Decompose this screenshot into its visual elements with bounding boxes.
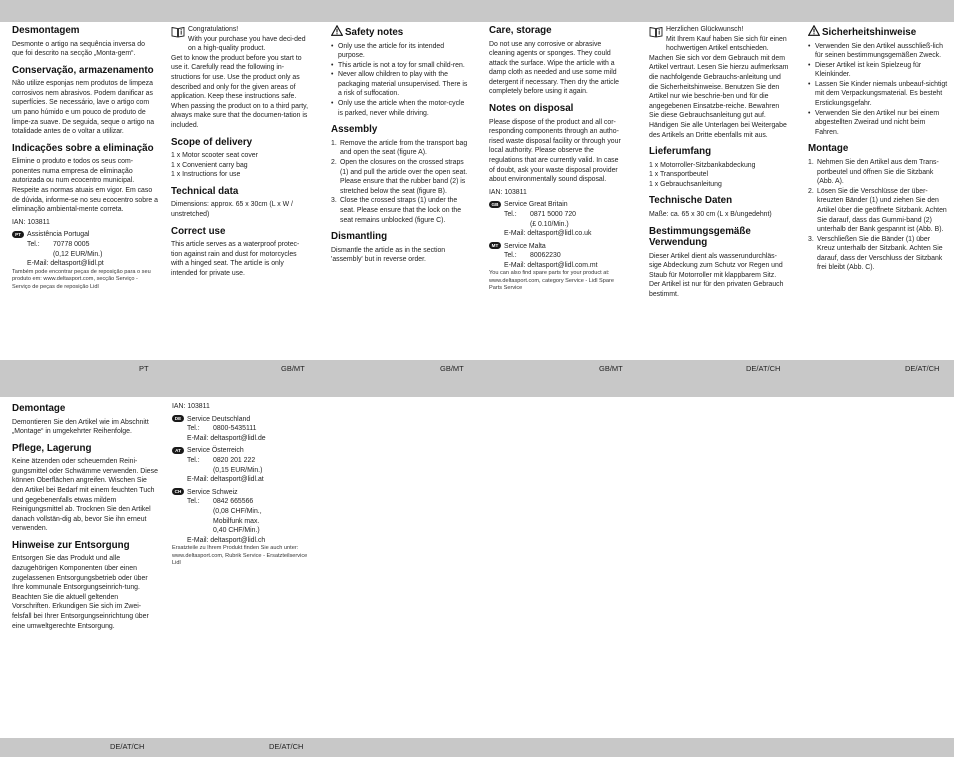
heading-sicherheitshinweise (808, 25, 948, 39)
page-language-label: PT (139, 364, 149, 373)
step-number: 3. (331, 197, 337, 205)
heading-demontage: Demontage (12, 403, 66, 414)
column-gb-care (489, 25, 625, 293)
service-ch (172, 488, 310, 546)
scope-item: 1 x Motor scooter seat cover (171, 152, 258, 160)
page-language-label: DE/AT/CH (746, 364, 781, 373)
list-item (331, 158, 469, 196)
heading-technische-daten: Technische Daten (649, 195, 733, 207)
text-pflege: Keine ätzenden oder scheuernden Reini-gungsmittel oder Schwämme verwenden. Diese können Oberflächen angreifen. Wischen Sie den Artikel bei Bedarf mit einem feuchten Tuch und gegebenenfalls etwas mildem Reinigungsmittel ab. Trocknen Sie den Artikel danach vollstän-dig ab, bevor Sie ihn erneut verwenden. (12, 458, 158, 533)
phone-price: (0,08 CHF/Min., (213, 507, 262, 515)
page-language-label: GB/MT (281, 364, 305, 373)
step-number: 2. (331, 158, 337, 166)
list-item (331, 196, 469, 225)
step-text: Verschließen Sie die Bänder (1) über Kreuz unterhalb der Sitzbank. Achten Sie darauf, dass der Verschluss der Sitzbank frei bleibt (Abb. C). (817, 235, 943, 272)
scope-item: 1 x Transportbeutel (649, 171, 708, 179)
heading-pflege: Pflege, Lagerung (12, 442, 92, 454)
tel-label: Tel.: (504, 252, 517, 260)
phone-price: (£ 0.10/Min.) (530, 220, 569, 228)
country-badge-de: DE (172, 415, 184, 422)
text-technische-daten: Maße: ca. 65 x 30 cm (L x B/ungedehnt) (649, 210, 772, 218)
list-item (808, 235, 948, 273)
warning-icon (331, 25, 343, 36)
service-name: Service Österreich (187, 447, 244, 455)
step-text: Open the closures on the crossed straps (1) and pull the article over the open seat. Please ensure that the rubber band (2) is stretched below the seat (figure B). (340, 158, 468, 195)
step-number: 2. (808, 187, 814, 195)
page-language-label: GB/MT (599, 364, 623, 373)
phone-price: (0,12 EUR/Min.) (53, 250, 103, 258)
column-gb-intro (171, 25, 309, 278)
assembly-list (331, 139, 469, 225)
column-de-demontage (12, 403, 158, 631)
intro-block (171, 25, 309, 54)
heading-eliminacao: Indicações sobre a eliminação (12, 142, 154, 154)
top-band (0, 0, 954, 22)
heading-dismantling: Dismantling (331, 231, 388, 243)
text-verwendung: Dieser Artikel dient als wasserundurchläs-sige Abdeckung zum Schutz vor Regen und Staub für Motorroller mit klappbarem Sitz. Der Artikel ist nur für den privaten Gebrauch bestimmt. (649, 252, 784, 298)
heading-verwendung: Bestimmungsgemäße Verwendung (649, 225, 751, 248)
scope-item: 1 x Motorroller-Sitzbankabdeckung (649, 161, 756, 169)
column-de-safety (808, 25, 948, 273)
text-correct-use: This article serves as a waterproof protec-tion against rain and dust for motorcycles with a hinged seat. The article is only intended for private use. (171, 241, 300, 277)
email: E-Mail: deltasport@lidl.at (187, 476, 264, 484)
list-item (808, 158, 948, 187)
scope-item: 1 x Instructions for use (171, 171, 241, 179)
heading-assembly: Assembly (331, 124, 378, 136)
scope-item: 1 x Convenient carry bag (171, 161, 248, 169)
service-name: Service Schweiz (187, 488, 238, 496)
tel-label: Tel.: (27, 241, 40, 248)
column-gb-safety (331, 25, 469, 265)
step-text: Remove the article from the transport bag and open the seat (figure A). (340, 139, 468, 157)
congrats: Congratulations! (188, 26, 239, 33)
list-item: • Never allow children to play with the packaging material unsupervised. There is a risk of suffocation. (331, 70, 469, 99)
page-language-label: DE/AT/CH (110, 742, 145, 751)
manual-info-icon (649, 26, 663, 38)
step-text: Lösen Sie die Verschlüsse der über-kreuzten Bänder (1) und ziehen Sie den Artikel über die geöffnete Sitzbank. Achten Sie darauf, dass das Gummi-band (2) unterhalb der Bank gespannt ist (Abb. B). (817, 187, 947, 234)
text-technical: Dimensions: approx. 65 x 30cm (L x W / unstretched) (171, 201, 293, 218)
text-disposal: Please dispose of the product and all cor-responding components through an autho-rised waste disposal facility or through your local authority. Please observe the regulations that are currently valid. In case of doubt, ask your waste disposal provider about environmentally sound disposal. (489, 118, 621, 184)
column-de-intro (649, 25, 789, 299)
service-gb (489, 200, 625, 238)
heading-safety (331, 25, 469, 39)
tel-label: Tel.: (187, 456, 200, 464)
warning-icon (808, 25, 820, 36)
list-item: • Dieser Artikel ist kein Spielzeug für Kleinkinder. (808, 61, 948, 80)
heading-lieferumfang: Lieferumfang (649, 146, 712, 158)
intro-2: Get to know the product before you start to use it. Carefully read the following in-structions for use. Use the product only as described and only for the given areas of application. Keep these instructions safe. When passing the product on to a third party, always make sure that the documen-tation is included. (171, 54, 308, 129)
step-number: 1. (331, 139, 337, 147)
step-text: Nehmen Sie den Artikel aus dem Trans-portbeutel und öffnen Sie die Sitzbank (Abb. A). (817, 158, 939, 186)
column-de-service (172, 402, 310, 568)
heading-disposal: Notes on disposal (489, 103, 574, 115)
phone-number: 0871 5000 720 (530, 210, 576, 218)
ian-number: IAN: 103811 (489, 188, 527, 196)
phone-price: Mobilfunk max. (213, 517, 260, 525)
step-text: Close the crossed straps (1) under the seat. Please ensure that the lock on the seat remains unblocked (figure C). (340, 197, 462, 224)
email: E-Mail: deltasport@lidl.com.mt (504, 261, 598, 269)
text-conservacao: Não utilize esponjas nem produtos de limpeza corrosivos nem abrasivos. Podem danificar as superfícies. Se necessário, lave o artigo com um pano húmido e um pouco de produto de limpe-za suave. De seguida, seque o artigo na totalidade antes de o voltar a utilizar. (12, 80, 155, 136)
safety-list (331, 42, 469, 119)
ian-number: IAN: 103811 (172, 403, 210, 410)
heading-montage: Montage (808, 143, 849, 155)
phone-number: 80062230 (530, 252, 561, 260)
email: E-Mail: deltasport@lidl.pt (27, 260, 104, 268)
intro-1: Mit Ihrem Kauf haben Sie sich für einen hochwertigen Artikel entschieden. (666, 35, 787, 53)
ian-number: IAN: 103811 (12, 218, 50, 226)
service-name: Service Great Britain (504, 201, 568, 209)
text-care: Do not use any corrosive or abrasive cleaning agents or sponges. They could attack the surface. Wipe the article with a damp cloth as needed and use some mild detergent if necessary. Then dry the article completely before using it again. (489, 40, 619, 96)
service-pt (12, 230, 158, 268)
phone-number: 0842 665566 (213, 498, 254, 506)
intro-block (649, 25, 789, 54)
heading-desmontagem: Desmontagem (12, 25, 80, 36)
step-number: 1. (808, 158, 814, 166)
scope-item: 1 x Gebrauchsanleitung (649, 180, 722, 188)
service-name: Service Deutschland (187, 415, 251, 423)
phone-number: 0800-5435111 (213, 425, 257, 433)
spare-parts-note: Também pode encontrar peças de reposição para o seu produto em: www.deltasport.com, secção Serviço - Serviço de peças de reposição Lidl (12, 268, 151, 290)
heading-conservacao: Conservação, armazenamento (12, 64, 154, 76)
text-desmontagem: Desmonte o artigo na sequência inversa do que foi descrito na secção „Monta-gem“. (12, 40, 145, 58)
page-language-label: DE/AT/CH (269, 742, 304, 751)
email: E-Mail: deltasport@lidl.ch (187, 536, 266, 544)
country-badge-ch: CH (172, 488, 184, 495)
country-badge-mt: MT (489, 242, 501, 249)
list-item (331, 139, 469, 158)
service-de (172, 415, 310, 444)
email: E-Mail: deltasport@lidl.co.uk (504, 230, 592, 238)
list-item: • Only use the article for its intended purpose. (331, 42, 469, 61)
tel-label: Tel.: (187, 498, 200, 506)
manual-info-icon (171, 26, 185, 38)
page-language-label: DE/AT/CH (905, 364, 940, 373)
list-item: • Verwenden Sie den Artikel nur bei einem abgestellten Zweirad und nicht beim Fahren. (808, 109, 948, 138)
column-pt (12, 25, 158, 291)
montage-list (808, 158, 948, 273)
intro-2: Machen Sie sich vor dem Gebrauch mit dem Artikel vertraut. Lesen Sie hierzu aufmerksam die nachfolgende Gebrauchs-anleitung und die Sicherheitshinweise. Benutzen Sie den Artikel nur wie beschrie-ben und für die angegebenen Einsatzbe-reiche. Bewahren Sie diese Gebrauchsanleitung gut auf. Händigen Sie alle Unterlagen bei Weitergabe des Artikels an Dritte ebenfalls mit aus. (649, 54, 789, 139)
heading-scope: Scope of delivery (171, 136, 253, 148)
heading-care: Care, storage (489, 25, 552, 36)
list-item: • This article is not a toy for small child-ren. (331, 61, 469, 71)
service-name: Assistência Portugal (27, 231, 90, 239)
tel-label: Tel.: (504, 210, 517, 218)
list-item: • Only use the article when the motor-cycle is parked, never while driving. (331, 99, 469, 118)
service-name: Service Malta (504, 242, 546, 250)
intro-1: With your purchase you have deci-ded on a high-quality product. (188, 35, 306, 53)
list-item (808, 187, 948, 235)
heading-correct-use: Correct use (171, 225, 226, 237)
country-badge-at: AT (172, 447, 184, 454)
text-hinweise-entsorgung: Entsorgen Sie das Produkt und alle dazugehörigen Komponenten über einen zugelassenen Entsorgungsbetrieb oder über Ihre kommunale Entsorgungseinrich-tung. Beachten Sie die aktuell geltenden Vorschriften. Erkundigen Sie sich im Zwei-felsfall bei Ihrer Entsorgungseinrichtung über eine umweltgerechte Entsorgung. (12, 555, 149, 630)
list-item: • Verwenden Sie den Artikel ausschließ-lich für seinen bestimmungsgemäßen Zweck. (808, 42, 948, 61)
heading-hinweise-entsorgung: Hinweise zur Entsorgung (12, 539, 130, 551)
safety-list (808, 42, 948, 138)
tel-label: Tel.: (187, 425, 200, 433)
heading-safety-text: Safety notes (345, 27, 404, 38)
service-at (172, 446, 310, 484)
phone-price: (0,15 EUR/Min.) (213, 466, 263, 474)
phone-number: 70778 0005 (53, 241, 90, 248)
heading-technical: Technical data (171, 185, 239, 197)
text-dismantling: Dismantle the article as in the section 'assembly' but in reverse order. (331, 246, 446, 264)
list-item: • Lassen Sie Kinder niemals unbeauf-sichtigt mit dem Verpackungsmaterial. Es besteht Erstickungsgefahr. (808, 80, 948, 109)
text-demontage: Demontieren Sie den Artikel wie im Abschnitt „Montage“ in umgekehrter Reihenfolge. (12, 418, 149, 436)
step-number: 3. (808, 235, 814, 243)
email: E-Mail: deltasport@lidl.de (187, 434, 266, 442)
phone-price: 0,40 CHF/Min.) (213, 527, 260, 535)
phone-number: 0820 201 222 (213, 456, 256, 464)
country-badge-gb: GB (489, 201, 501, 208)
page-language-label: GB/MT (440, 364, 464, 373)
heading-sicherheitshinweise-text: Sicherheitshinweise (822, 27, 917, 38)
spare-parts-note: Ersatzteile zu Ihrem Produkt finden Sie auch unter: www.deltasport.com, Rubrik Service - Ersatzteilservice Lidl (172, 545, 308, 567)
service-mt (489, 242, 625, 271)
spare-parts-note: You can also find spare parts for your product at: www.deltasport.com, category Service - Lidl Spare Parts Service (489, 270, 614, 292)
text-eliminacao: Elimine o produto e todos os seus com-ponentes numa empresa de eliminação autorizada ou num ecocentro municipal. Respeite as normas atuais em vigor. Em caso de dúvida, informe-se no seu ecocentro sobre a eliminação ambiental-mente correta. (12, 158, 158, 214)
congrats: Herzlichen Glückwunsch! (666, 26, 744, 33)
country-badge-pt: PT (12, 231, 24, 238)
